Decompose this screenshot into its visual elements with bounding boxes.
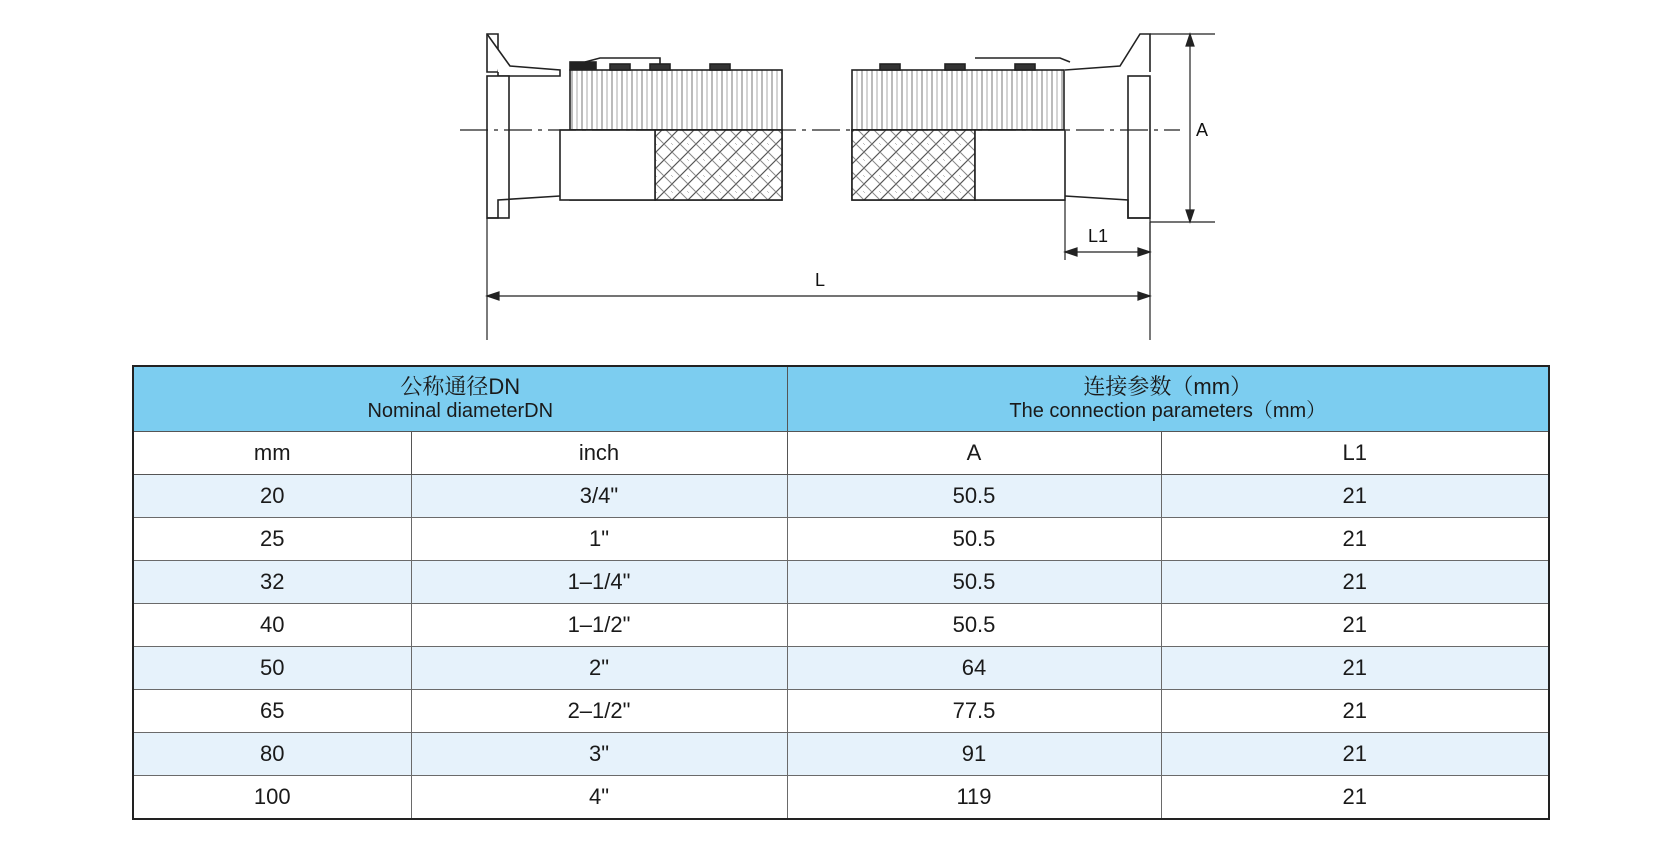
right-ferrule	[1065, 34, 1150, 218]
cell-inch: 2–1/2"	[411, 690, 787, 733]
cell-l1: 21	[1161, 561, 1549, 604]
nominal-diameter-header	[133, 366, 787, 432]
cell-a: 50.5	[787, 518, 1161, 561]
table-row	[133, 733, 1549, 776]
hose-assembly-drawing	[0, 0, 1653, 360]
cell-inch: 1"	[411, 518, 787, 561]
dimension-l1-label: L1	[1088, 226, 1109, 246]
cell-inch: 1–1/2"	[411, 604, 787, 647]
cell-l1: 21	[1161, 475, 1549, 518]
cell-a: 50.5	[787, 604, 1161, 647]
column-header-row	[133, 432, 1549, 475]
cell-mm: 50	[133, 647, 411, 690]
cell-mm: 65	[133, 690, 411, 733]
connection-parameters-header-en: The connection parameters（mm）	[1009, 400, 1327, 422]
table-row	[133, 776, 1549, 820]
nominal-diameter-header-en: Nominal diameterDN	[367, 400, 554, 422]
cell-inch: 2"	[411, 647, 787, 690]
cell-l1: 21	[1161, 518, 1549, 561]
cell-inch: 3/4"	[411, 475, 787, 518]
dimension-l-label: L	[815, 270, 826, 290]
left-ferrule	[487, 34, 560, 218]
cell-inch: 3"	[411, 733, 787, 776]
column-header-mm: mm	[133, 432, 411, 475]
cell-a: 64	[787, 647, 1161, 690]
cell-l1: 21	[1161, 604, 1549, 647]
cell-mm: 32	[133, 561, 411, 604]
table-row	[133, 561, 1549, 604]
connection-parameters-header-cn: 连接参数（mm）	[1083, 374, 1253, 399]
cell-a: 77.5	[787, 690, 1161, 733]
column-header-l1: L1	[1161, 432, 1549, 475]
cell-mm: 40	[133, 604, 411, 647]
table-row	[133, 518, 1549, 561]
cell-mm: 25	[133, 518, 411, 561]
cell-a: 50.5	[787, 561, 1161, 604]
table-row	[133, 647, 1549, 690]
table-row	[133, 604, 1549, 647]
cell-l1: 21	[1161, 776, 1549, 820]
table-body	[133, 475, 1549, 820]
cell-mm: 80	[133, 733, 411, 776]
cell-mm: 20	[133, 475, 411, 518]
right-hose-body	[852, 58, 1070, 200]
table-row	[133, 475, 1549, 518]
cell-l1: 21	[1161, 647, 1549, 690]
nominal-diameter-header-cn: 公称通径DN	[400, 374, 521, 399]
dimension-a-label: A	[1196, 120, 1209, 140]
connection-parameters-header	[787, 366, 1549, 432]
left-hose-body	[560, 58, 782, 200]
cell-a: 50.5	[787, 475, 1161, 518]
specification-table	[132, 365, 1550, 820]
cell-mm: 100	[133, 776, 411, 820]
column-header-inch: inch	[411, 432, 787, 475]
cell-inch: 1–1/4"	[411, 561, 787, 604]
cell-inch: 4"	[411, 776, 787, 820]
column-header-a: A	[787, 432, 1161, 475]
cell-l1: 21	[1161, 733, 1549, 776]
cell-a: 119	[787, 776, 1161, 820]
group-header-row	[133, 366, 1549, 432]
cell-a: 91	[787, 733, 1161, 776]
cell-l1: 21	[1161, 690, 1549, 733]
table-row	[133, 690, 1549, 733]
